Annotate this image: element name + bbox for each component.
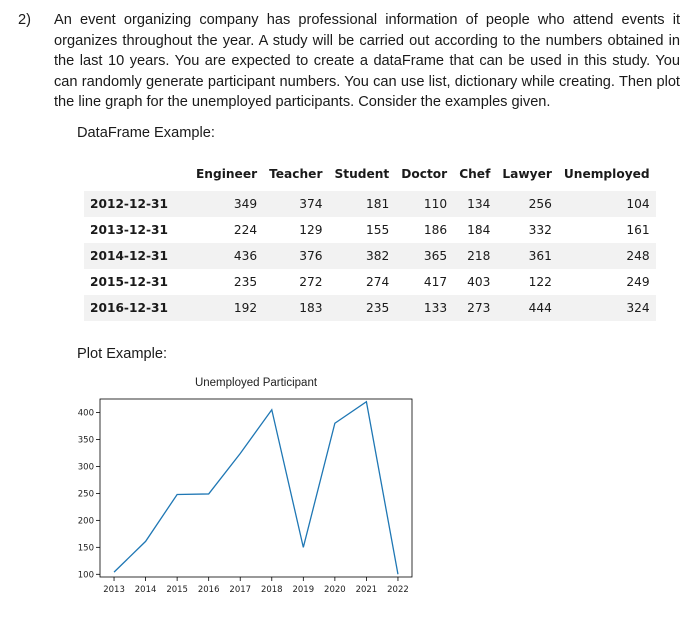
y-tick-label: 350 [77,435,94,446]
x-tick-label: 2022 [387,585,409,595]
table-cell: 361 [528,249,552,263]
table-cell: 324 [626,301,650,315]
table-row [84,243,656,269]
table-cell: 374 [299,197,323,211]
dataframe-table [84,163,656,321]
chart-title: Unemployed Participant [194,377,318,389]
x-tick-label: 2021 [355,585,378,595]
table-cell: 444 [528,301,552,315]
table-cell: 184 [467,223,491,237]
table-row [84,269,656,295]
table-cell: 235 [233,275,258,289]
series-line-unemployed [114,402,398,575]
x-tick-label: 2020 [324,585,346,595]
column-header: Doctor [401,167,448,181]
table-row [84,295,656,321]
table-row [84,188,656,217]
unemployed-line-chart [70,370,430,610]
y-tick-label: 200 [77,516,94,527]
table-cell: 417 [423,275,448,289]
table-cell: 248 [626,249,650,263]
table-cell: 218 [467,249,491,263]
column-header: Student [334,167,390,181]
table-cell: 186 [423,223,448,237]
column-header: Teacher [269,167,323,181]
table-cell: 403 [467,275,491,289]
x-tick-label: 2019 [292,585,315,595]
table-cell: 104 [626,197,650,211]
row-index: 2012-12-31 [90,197,168,211]
table-cell: 436 [233,249,258,263]
x-tick-label: 2015 [166,585,188,595]
x-tick-label: 2017 [229,585,252,595]
dataframe-example-label: DataFrame Example: [77,125,215,141]
x-tick-label: 2016 [197,585,220,595]
table-cell: 192 [233,301,258,315]
table-cell: 183 [299,301,323,315]
table-cell: 274 [365,275,390,289]
table-cell: 256 [528,197,552,211]
table-cell: 332 [528,223,552,237]
index-header [84,163,190,188]
row-index: 2014-12-31 [90,249,168,263]
column-header: Lawyer [502,167,552,181]
table-cell: 382 [365,249,390,263]
x-tick-label: 2014 [134,585,157,595]
table-cell: 235 [365,301,390,315]
y-tick-label: 100 [77,570,94,581]
y-tick-label: 150 [77,543,94,554]
table-cell: 365 [423,249,448,263]
y-tick-label: 300 [77,462,94,473]
table-cell: 133 [423,301,448,315]
question-number: 2) [18,12,31,28]
table-cell: 134 [467,197,491,211]
question-text: An event organizing company has professional information of people who attend events it organizes throughout the year. A study will be carried out according to the numbers obtained in the last 10 years. You are expected to create a dataFrame that can be used in this study. You can randomly generate participant numbers. You can use list, dictionary while creating. Then plot the line graph for the unemployed participants. Consider the examples given. [54,12,680,110]
column-header: Unemployed [563,167,650,181]
column-header: Engineer [195,167,258,181]
table-cell: 349 [233,197,258,211]
table-cell: 273 [467,301,491,315]
x-tick-label: 2018 [260,585,283,595]
table-row [84,217,656,243]
table-cell: 122 [528,275,552,289]
table-cell: 272 [299,275,323,289]
table-cell: 181 [365,197,390,211]
column-header: Chef [459,167,491,181]
table-cell: 224 [233,223,258,237]
table-cell: 161 [626,223,650,237]
table-cell: 110 [423,197,448,211]
row-index: 2016-12-31 [90,301,168,315]
table-cell: 249 [626,275,650,289]
table-cell: 376 [299,249,323,263]
plot-example-label: Plot Example: [77,346,168,362]
row-index: 2013-12-31 [90,223,168,237]
table-header-row [84,163,656,188]
table-cell: 129 [299,223,323,237]
y-tick-label: 250 [77,489,94,500]
table-cell: 155 [365,223,390,237]
y-tick-label: 400 [77,408,94,419]
plot-frame [100,399,412,577]
x-tick-label: 2013 [103,585,125,595]
row-index: 2015-12-31 [90,275,168,289]
